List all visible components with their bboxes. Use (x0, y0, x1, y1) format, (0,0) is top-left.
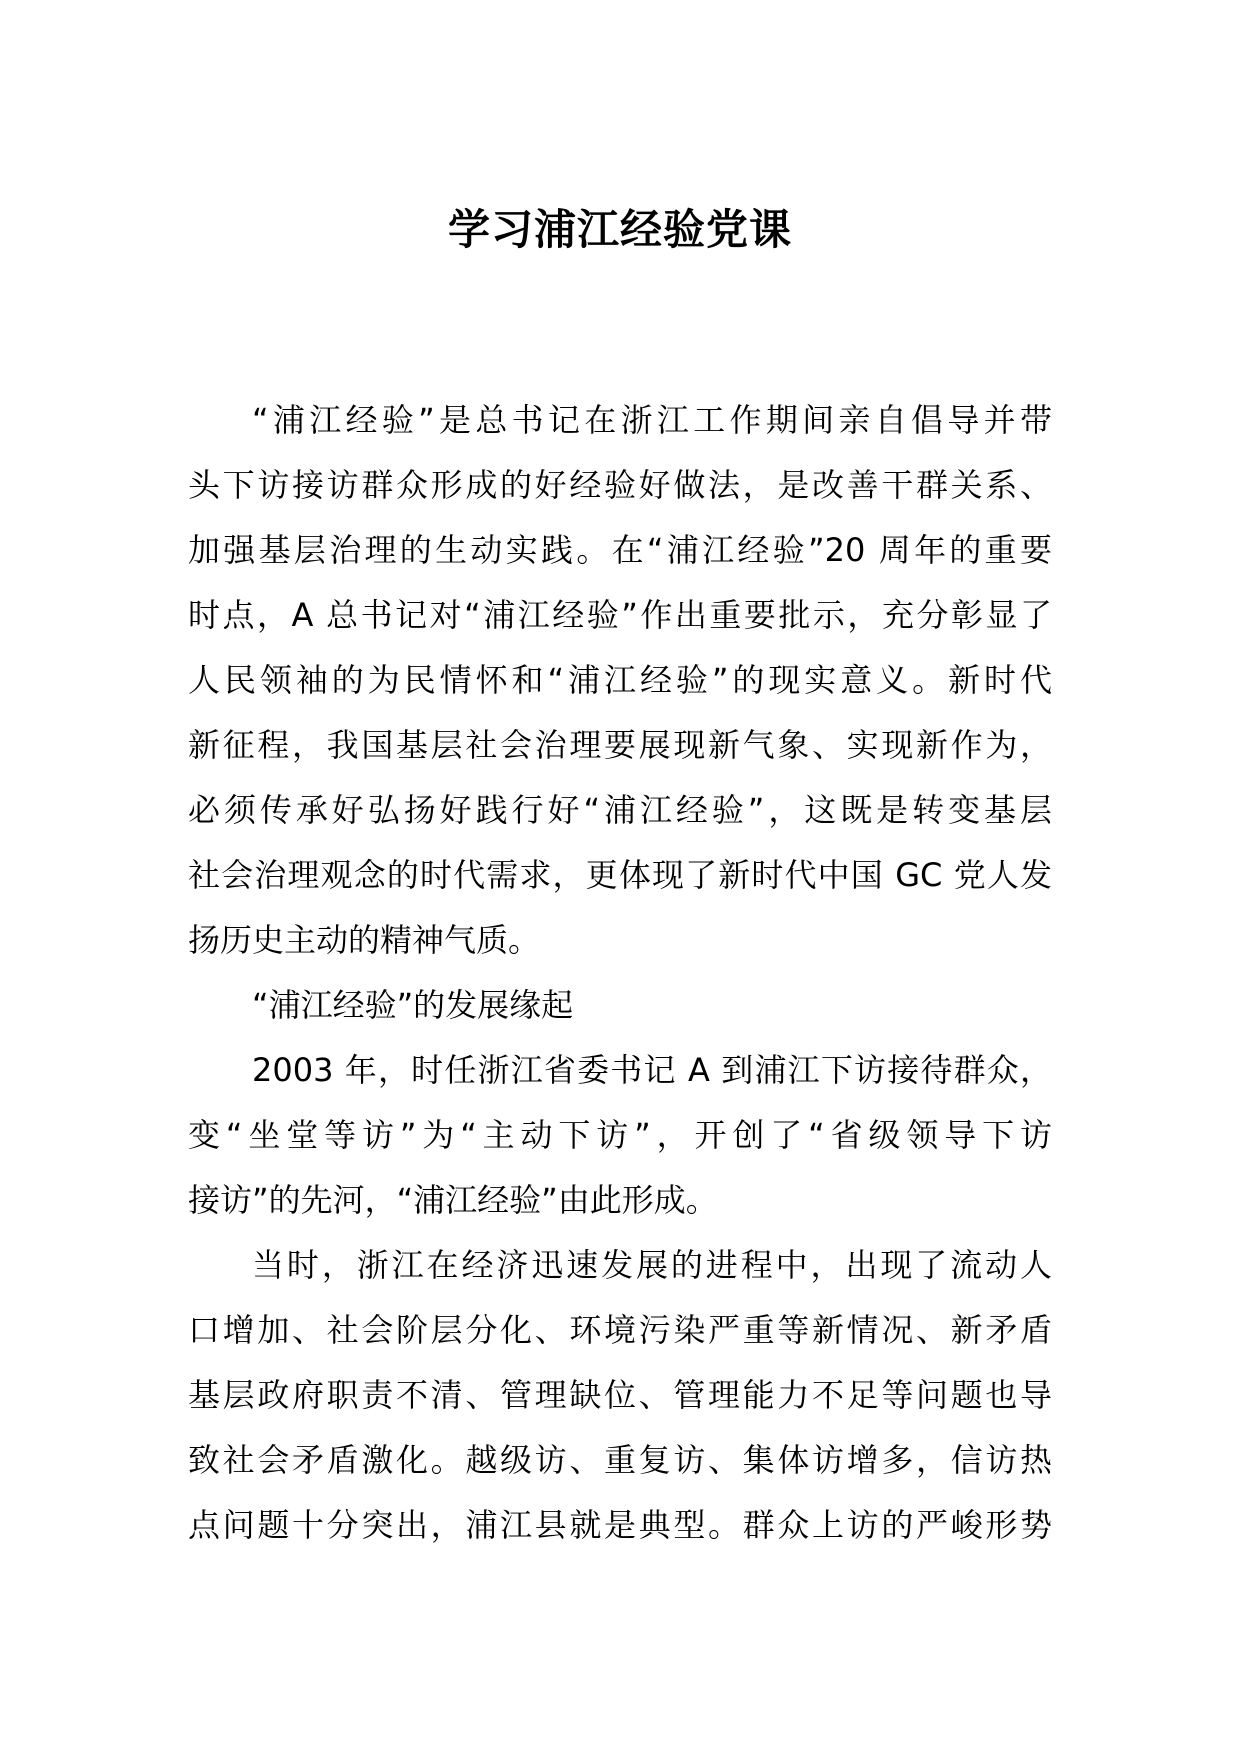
paragraph-3-line-3: 接访”的先河，“浦江经验”由此形成。 (188, 1181, 718, 1219)
document-body (188, 388, 1052, 1558)
paragraph-1-line-9: 扬历史主动的精神气质。 (188, 921, 541, 959)
paragraph-3-line-2: 变“坐堂等访”为“主动下访”，开创了“省级领导下访 (188, 1116, 1052, 1154)
paragraph-1-line-4: 时点，A 总书记对“浦江经验”作出重要批示，充分彰显了 (188, 596, 1052, 634)
section-heading: “浦江经验”的发展缘起 (252, 986, 574, 1024)
paragraph-4-line-1: 当时，浙江在经济迅速发展的进程中，出现了流动人 (252, 1246, 1052, 1284)
document-title: 学习浦江经验党课 (447, 205, 792, 254)
paragraph-1-line-1: “浦江经验”是总书记在浙江工作期间亲自倡导并带 (252, 401, 1052, 439)
paragraph-3-line-1: 2003 年，时任浙江省委书记 A 到浦江下访接待群众， (252, 1051, 1052, 1089)
paragraph-1-line-2: 头下访接访群众形成的好经验好做法，是改善干群关系、 (188, 466, 1052, 504)
paragraph-1-line-5: 人民领袖的为民情怀和“浦江经验”的现实意义。新时代 (188, 661, 1052, 699)
paragraph-1-line-6: 新征程，我国基层社会治理要展现新气象、实现新作为， (188, 726, 1052, 764)
paragraph-4-line-4: 致社会矛盾激化。越级访、重复访、集体访增多，信访热 (188, 1441, 1052, 1479)
paragraph-1-line-8: 社会治理观念的时代需求，更体现了新时代中国 GC 党人发 (188, 856, 1052, 894)
paragraph-1-line-7: 必须传承好弘扬好践行好“浦江经验”，这既是转变基层 (188, 791, 1052, 829)
paragraph-4-line-2: 口增加、社会阶层分化、环境污染严重等新情况、新矛盾 (188, 1311, 1052, 1349)
paragraph-1-line-3: 加强基层治理的生动实践。在“浦江经验”20 周年的重要 (188, 531, 1052, 569)
paragraph-4-line-5: 点问题十分突出，浦江县就是典型。群众上访的严峻形势 (188, 1506, 1052, 1544)
paragraph-4-line-3: 基层政府职责不清、管理缺位、管理能力不足等问题也导 (188, 1376, 1052, 1414)
